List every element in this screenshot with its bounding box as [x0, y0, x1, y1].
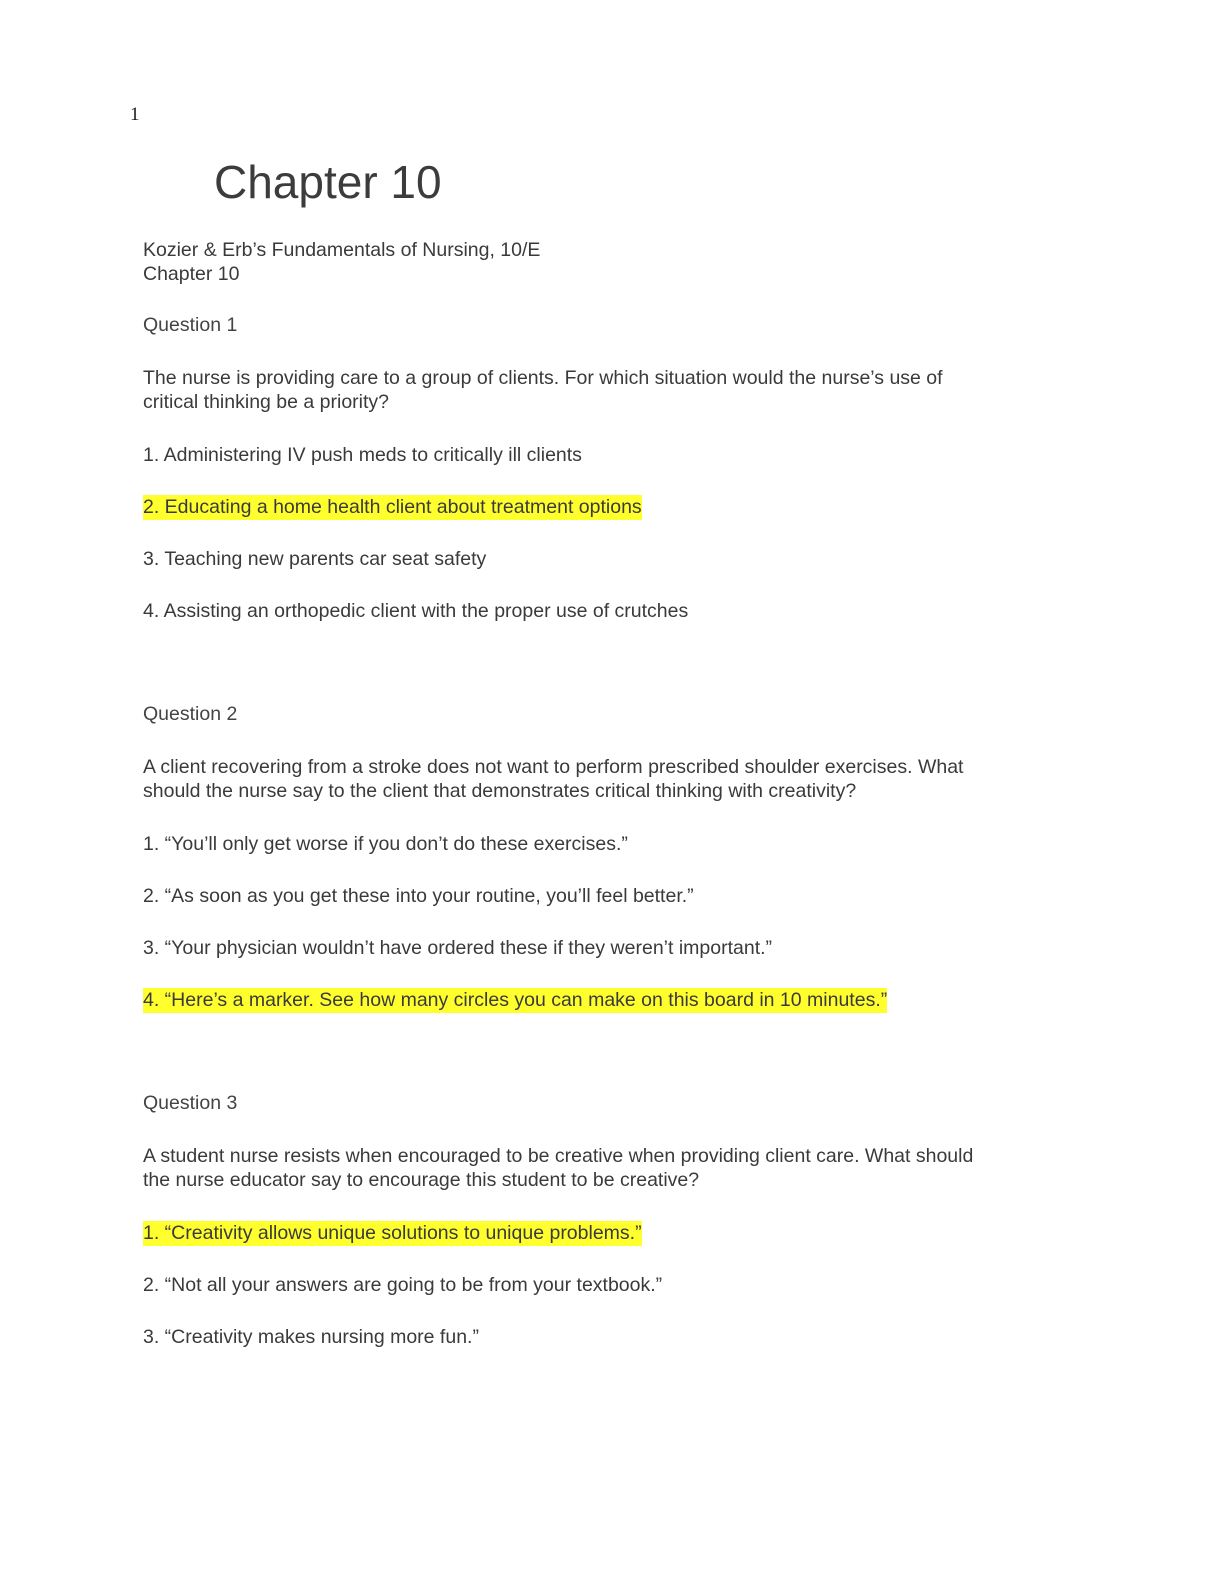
answer-option	[143, 599, 688, 623]
answer-option-correct	[143, 988, 887, 1012]
answer-option	[143, 1273, 662, 1297]
answer-option-text: 2. “As soon as you get these into your routine, you’ll feel better.”	[143, 885, 694, 907]
book-title: Kozier & Erb’s Fundamentals of Nursing, 10/E	[143, 239, 541, 261]
highlighted-answer-text: 1. “Creativity allows unique solutions to unique problems.”	[143, 1222, 642, 1244]
answer-option-correct	[143, 495, 642, 519]
answer-option-text: 4. Assisting an orthopedic client with the proper use of crutches	[143, 600, 689, 622]
question-title: Question 1	[143, 314, 238, 336]
answer-option	[143, 547, 486, 571]
question-title: Question 2	[143, 703, 238, 725]
highlighted-answer-text: 2. Educating a home health client about treatment options	[143, 496, 642, 518]
answer-option-correct	[143, 1221, 642, 1245]
answer-option-text: 3. “Creativity makes nursing more fun.”	[143, 1326, 479, 1348]
answer-option	[143, 936, 772, 960]
question-stem-line: The nurse is providing care to a group of clients. For which situation would the nurse’s use of	[143, 367, 943, 389]
answer-option	[143, 443, 582, 467]
question-stem-line: the nurse educator say to encourage this student to be creative?	[143, 1169, 700, 1191]
highlighted-answer-text: 4. “Here’s a marker. See how many circles you can make on this board in 10 minutes.”	[143, 989, 888, 1011]
answer-option	[143, 1325, 479, 1349]
page-number: 1	[130, 104, 140, 125]
question-stem-line: A client recovering from a stroke does not want to perform prescribed shoulder exercises. What	[143, 756, 964, 778]
answer-option-text: 3. “Your physician wouldn’t have ordered these if they weren’t important.”	[143, 937, 773, 959]
answer-option-text: 2. “Not all your answers are going to be from your textbook.”	[143, 1274, 663, 1296]
question-stem-line: should the nurse say to the client that demonstrates critical thinking with creativity?	[143, 780, 857, 802]
chapter-heading: Chapter 10	[214, 156, 442, 208]
question-stem-line: A student nurse resists when encouraged to be creative when providing client care. What should	[143, 1145, 974, 1167]
question-title: Question 3	[143, 1092, 238, 1114]
book-chapter: Chapter 10	[143, 263, 240, 285]
answer-option	[143, 884, 694, 908]
answer-option-text: 1. “You’ll only get worse if you don’t do these exercises.”	[143, 833, 628, 855]
question-stem-line: critical thinking be a priority?	[143, 391, 390, 413]
answer-option	[143, 832, 628, 856]
answer-option-text: 3. Teaching new parents car seat safety	[143, 548, 487, 570]
answer-option-text: 1. Administering IV push meds to critically ill clients	[143, 444, 582, 466]
